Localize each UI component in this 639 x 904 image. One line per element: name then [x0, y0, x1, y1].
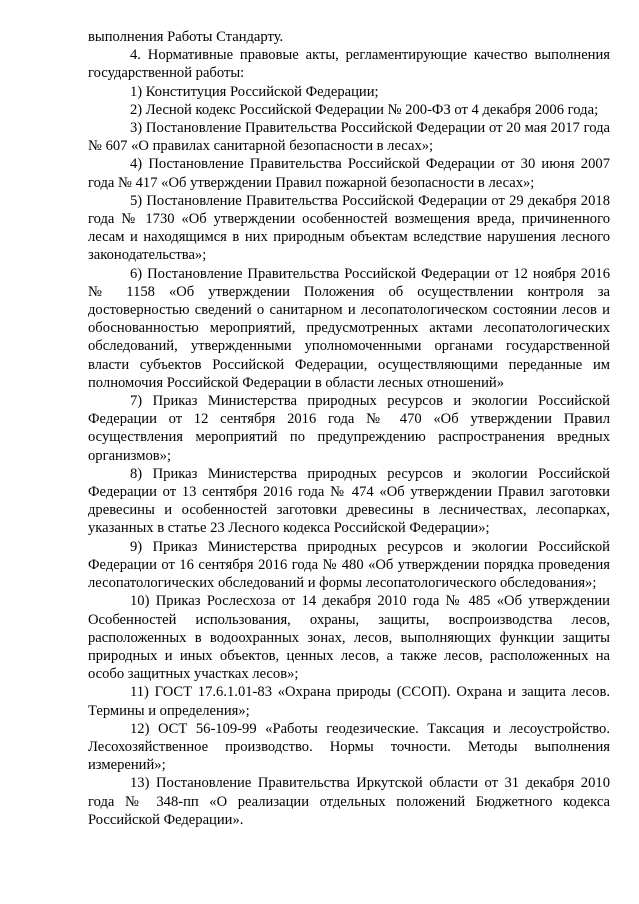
list-item: 11) ГОСТ 17.6.1.01-83 «Охрана природы (ССОП). Охрана и защита лесов. Термины и определения»;: [88, 684, 610, 719]
lead-line: выполнения Работы Стандарту.: [88, 29, 284, 45]
list-item: 13) Постановление Правительства Иркутской области от 31 декабря 2010 года № 348-пп «О реализации отдельных положений Бюджетного кодекса Российской Федерации».: [88, 775, 610, 828]
document-page: [88, 28, 610, 829]
list-item: 3) Постановление Правительства Российской Федерации от 20 мая 2017 года № 607 «О правилах санитарной безопасности в лесах»;: [88, 120, 610, 155]
list-item: 9) Приказ Министерства природных ресурсов и экологии Российской Федерации от 16 сентября 2016 года № 480 «Об утверждении порядка проведения лесопатологических обследований и формы лесопатологического обследования»;: [88, 538, 610, 592]
list-item: 7) Приказ Министерства природных ресурсов и экологии Российской Федерации от 12 сентября 2016 года № 470 «Об утверждении Правил осуществления мероприятий по предупреждению распространения вредных организмов»;: [88, 393, 610, 464]
section-heading: 4. Нормативные правовые акты, регламентирующие качество выполнения государственной работы:: [88, 47, 610, 82]
list-item: 6) Постановление Правительства Российской Федерации от 12 ноября 2016 № 1158 «Об утверждении Положения об осуществлении контроля за достоверностью сведений о санитарном и лесопатологическом состоянии лесов и обоснованностью мероприятий, предусмотренных актами лесопатологических обследований, утвержденными уполномоченными органами государственной власти субъектов Российской Федерации, осуществляющими переданные им полномочия Российской Федерации в области лесных отношений»: [88, 265, 610, 391]
list-item: 5) Постановление Правительства Российской Федерации от 29 декабря 2018 года № 1730 «Об утверждении особенностей возмещения вреда, причиненного лесам и находящимся в них природным объектам вследствие нарушения лесного законодательства»;: [88, 192, 610, 264]
list-item: 1) Конституция Российской Федерации;: [130, 83, 379, 100]
list-item: 2) Лесной кодекс Российской Федерации № 200-ФЗ от 4 декабря 2006 года;: [130, 101, 599, 118]
list-item: 4) Постановление Правительства Российской Федерации от 30 июня 2007 года № 417 «Об утверждении Правил пожарной безопасности в лесах»;: [88, 156, 610, 191]
list-item: 8) Приказ Министерства природных ресурсов и экологии Российской Федерации от 13 сентября 2016 года № 474 «Об утверждении Правил заготовки древесины и особенностей заготовки древесины в лесничествах, лесопарках, указанных в статье 23 Лесного кодекса Российской Федерации»;: [88, 465, 610, 537]
list-item: 12) ОСТ 56-109-99 «Работы геодезические. Таксация и лесоустройство. Лесохозяйственное производство. Нормы точности. Методы выполнения измерений»;: [88, 720, 610, 774]
list-item: 10) Приказ Рослесхоза от 14 декабря 2010 года № 485 «Об утверждении Особенностей использования, охраны, защиты, воспроизводства лесов, расположенных в водоохранных зонах, лесов, выполняющих функции защиты природных и иных объектов, ценных лесов, а также лесов, расположенных на особо защитных участках лесов»;: [88, 593, 610, 683]
